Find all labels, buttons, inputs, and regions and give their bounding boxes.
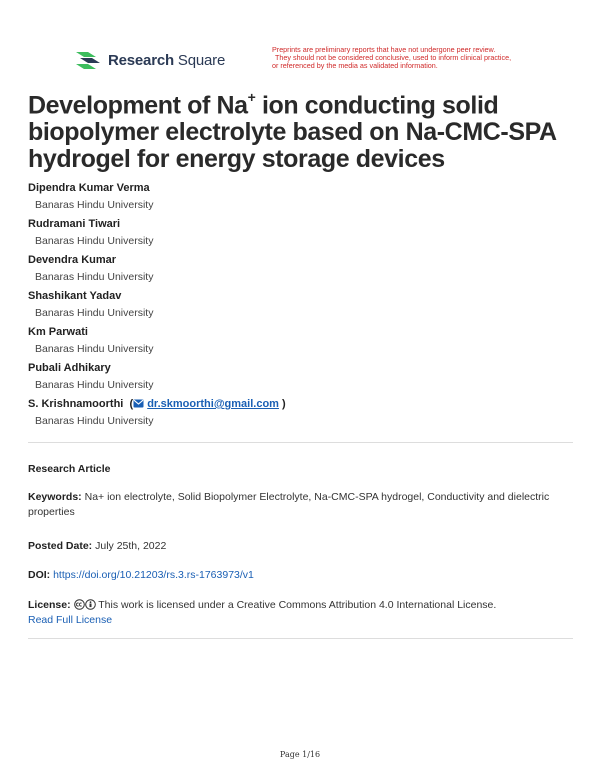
author-entry <box>28 253 568 289</box>
page-number: Page 1/16 <box>279 750 321 759</box>
author-name[interactable]: Dipendra Kumar Verma <box>28 182 150 194</box>
preprint-notice <box>272 46 542 70</box>
logo-suffix: Square <box>177 51 226 69</box>
read-full-license-link[interactable]: Read Full License <box>28 614 113 626</box>
license-text: This work is licensed under a Creative Commons Attribution 4.0 International License. <box>98 599 497 611</box>
author-affiliation: Banaras Hindu University <box>35 307 154 319</box>
author-affiliation: Banaras Hindu University <box>35 271 154 283</box>
research-square-logo-icon <box>74 48 102 72</box>
attribution-icon <box>85 599 96 610</box>
doi <box>28 568 573 583</box>
author-entry <box>28 289 568 325</box>
notice-line-3: or referenced by the media as validated information. <box>272 61 438 70</box>
author-name[interactable]: Km Parwati <box>28 326 88 338</box>
email-bracket-open: ( <box>126 398 134 410</box>
author-entry <box>28 181 568 217</box>
author-name[interactable]: Rudramani Tiwari <box>28 218 121 230</box>
author-email-link[interactable]: dr.skmoorthi@gmail.com <box>147 398 279 410</box>
article-type <box>28 462 573 477</box>
doi-label: DOI: <box>28 569 51 581</box>
logo-brand: Research <box>108 51 174 69</box>
header <box>74 46 534 76</box>
keywords-label: Keywords: <box>28 491 82 503</box>
logo-text <box>108 52 225 69</box>
email-bracket-close: ) <box>278 398 286 410</box>
author-name[interactable]: Shashikant Yadav <box>28 290 122 302</box>
author-affiliation: Banaras Hindu University <box>35 415 154 427</box>
author-affiliation: Banaras Hindu University <box>35 343 154 355</box>
author-entry <box>28 217 568 253</box>
author-name[interactable]: Pubali Adhikary <box>28 362 111 374</box>
envelope-icon <box>133 399 144 408</box>
author-name[interactable]: S. Krishnamoorthi <box>28 398 124 410</box>
author-affiliation: Banaras Hindu University <box>35 379 154 391</box>
author-entry <box>28 325 568 361</box>
author-entry <box>28 361 568 397</box>
paper-title <box>28 86 578 173</box>
keywords-value: Na+ ion electrolyte, Solid Biopolymer Electrolyte, Na-CMC-SPA hydrogel, Conductivity and dielectric properties <box>28 491 550 518</box>
title-part-1: Development of Na <box>28 91 248 120</box>
posted-date-label: Posted Date: <box>28 540 93 552</box>
license-label: License: <box>28 599 71 611</box>
creative-commons-icon <box>74 599 85 610</box>
keywords <box>28 490 573 520</box>
section-divider <box>28 442 573 443</box>
author-name-line <box>28 397 568 411</box>
license <box>28 598 573 628</box>
article-type-label: Research Article <box>28 463 111 475</box>
notice-line-2: They should not be considered conclusive, used to inform clinical practice, <box>275 53 512 62</box>
title-superscript: + <box>247 89 256 105</box>
notice-line-1: Preprints are preliminary reports that have not undergone peer review. <box>272 45 496 54</box>
posted-date-value: July 25th, 2022 <box>95 540 167 552</box>
posted-date <box>28 539 573 554</box>
section-divider <box>28 638 573 639</box>
author-list <box>28 181 568 433</box>
research-square-logo[interactable] <box>74 46 225 74</box>
author-name[interactable]: Devendra Kumar <box>28 254 117 266</box>
author-affiliation: Banaras Hindu University <box>35 199 154 211</box>
author-entry-corresponding <box>28 397 568 433</box>
author-affiliation: Banaras Hindu University <box>35 235 154 247</box>
doi-link[interactable]: https://doi.org/10.21203/rs.3.rs-1763973/v1 <box>53 569 254 581</box>
title-part-2: ion conducting solid biopolymer electrolyte based on Na-CMC-SPA hydrogel for energy storage devices <box>28 91 556 174</box>
